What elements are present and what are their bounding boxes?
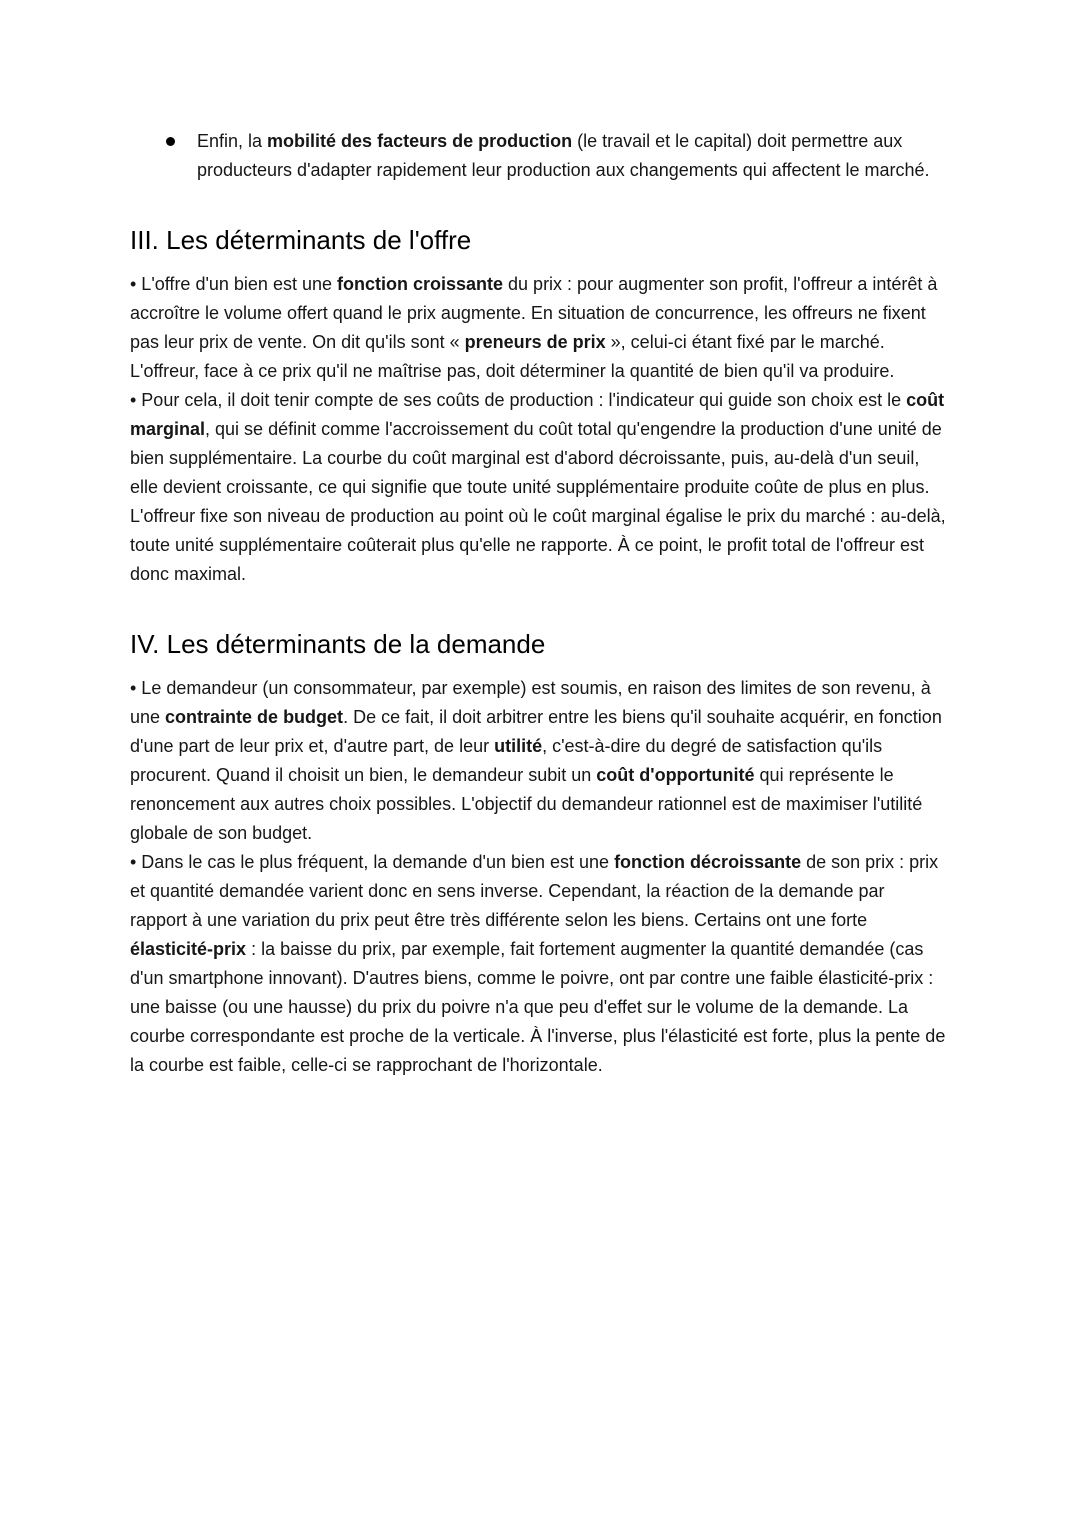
text-run: (le travail et le capital) doit permettre aux producteurs d'adapter rapidement leur production aux changements qui affectent le marché. (197, 131, 930, 180)
bold-text-run: contrainte de budget (165, 707, 344, 727)
text-run: : la baisse du prix, par exemple, fait fortement augmenter la quantité demandée (cas d'un smartphone innovant). D'autres biens, comme le poivre, ont par contre une faible élasticité-prix : une baisse (ou une hausse) du prix du poivre n'a que peu d'effet sur le volume de la demande. La courbe correspondante est proche de la verticale. À l'inverse, plus l'élasticité est forte, plus la pente de la courbe est faible, celle-ci se rapprochant de l'horizontale. (130, 939, 946, 1075)
text-run: , qui se définit comme l'accroissement du coût total qu'engendre la production d'une unité de bien supplémentaire. La courbe du coût marginal est d'abord décroissante, puis, au-delà d'un seuil, elle devient croissante, ce qui signifie que toute unité supplémentaire produite coûte de plus en plus. L'offreur fixe son niveau de production au point où le coût marginal égalise le prix du marché : au-delà, toute unité supplémentaire coûterait plus qu'elle ne rapporte. À ce point, le profit total de l'offreur est donc maximal. (130, 419, 946, 584)
bold-text-run: coût d'opportunité (596, 765, 755, 785)
bold-text-run: preneurs de prix (464, 332, 606, 352)
text-run: du prix : pour augmenter son profit, l'offreur a intérêt à accroître le volume offert quand le prix augmente. En situation de concurrence, les offreurs ne fixent pas leur prix de vente. On dit qu'ils sont « (130, 274, 938, 352)
text-run: », celui-ci étant fixé par le marché. L'offreur, face à ce prix qu'il ne maîtrise pas, doit déterminer la quantité de bien qu'il va produire. (130, 332, 895, 381)
section-heading: III. Les déterminants de l'offre (130, 225, 472, 255)
bold-text-run: mobilité des facteurs de production (267, 131, 573, 151)
bold-text-run: fonction croissante (337, 274, 504, 294)
paragraph (130, 270, 946, 386)
bold-text-run: fonction décroissante (614, 852, 802, 872)
text-run: qui représente le renoncement aux autres choix possibles. L'objectif du demandeur rationnel est de maximiser l'utilité globale de son budget. (130, 765, 923, 843)
bold-text-run: coût marginal (130, 390, 945, 439)
text-run: de son prix : prix et quantité demandée varient donc en sens inverse. Cependant, la réaction de la demande par rapport à une variation du prix peut être très différente selon les biens. Certains ont une forte (130, 852, 939, 930)
text-run: Enfin, la (197, 131, 268, 151)
paragraph (130, 848, 946, 1080)
text-run: . De ce fait, il doit arbitrer entre les biens qu'il souhaite acquérir, en fonction d'une part de leur prix et, d'autre part, de leur (130, 707, 942, 756)
text-run: • Le demandeur (un consommateur, par exemple) est soumis, en raison des limites de son revenu, à une (130, 678, 931, 727)
paragraph (130, 386, 946, 589)
section-heading: IV. Les déterminants de la demande (130, 629, 546, 659)
bullet-icon (166, 137, 175, 146)
text-run: • Pour cela, il doit tenir compte de ses coûts de production : l'indicateur qui guide son choix est le (130, 390, 907, 410)
text-run: • L'offre d'un bien est une (130, 274, 337, 294)
bullet-text (197, 131, 930, 180)
section-determinants-demande (130, 627, 946, 1080)
text-run: • Dans le cas le plus fréquent, la demande d'un bien est une (130, 852, 615, 872)
paragraph (130, 674, 946, 848)
intro-bullet-list (130, 127, 946, 185)
bold-text-run: utilité (494, 736, 543, 756)
section-determinants-offre (130, 223, 946, 589)
bold-text-run: élasticité-prix (130, 939, 247, 959)
text-run: , c'est-à-dire du degré de satisfaction qu'ils procurent. Quand il choisit un bien, le demandeur subit un (130, 736, 883, 785)
list-item (130, 127, 946, 185)
